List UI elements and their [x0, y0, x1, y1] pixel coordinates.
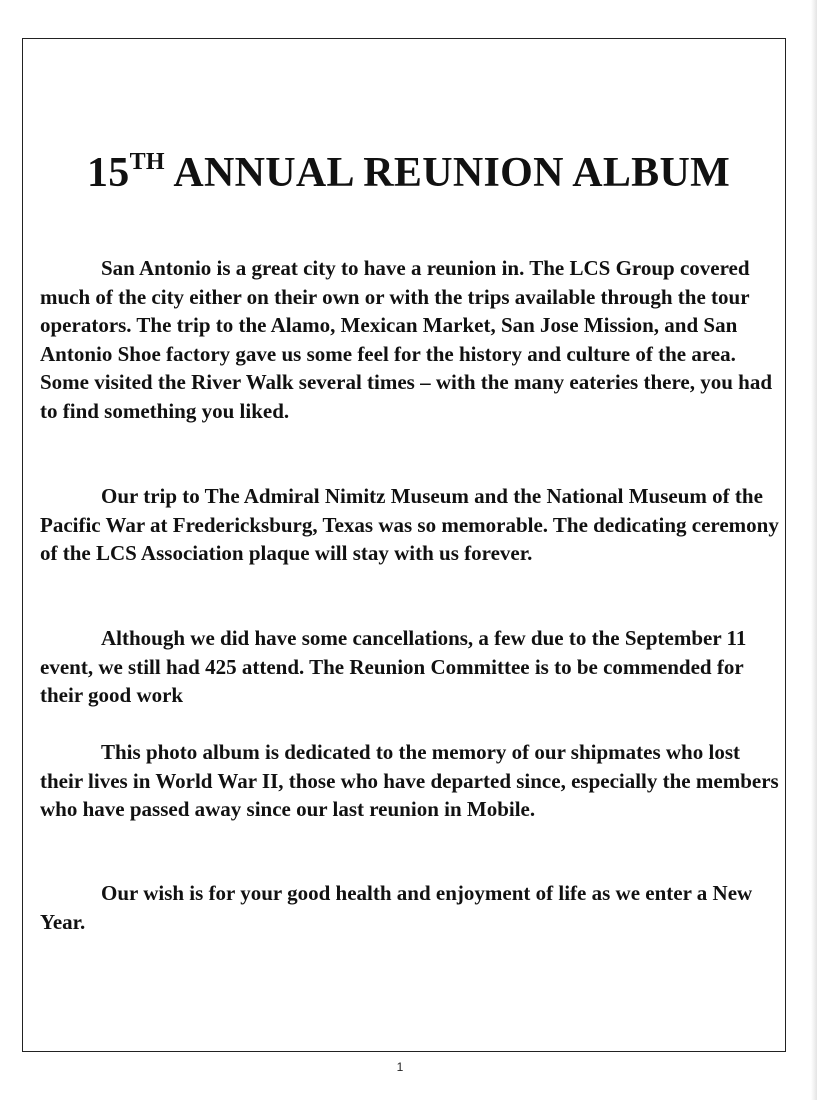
scan-edge-shadow	[811, 0, 817, 1100]
paragraph-attendance	[40, 624, 780, 710]
paragraph-text: San Antonio is a great city to have a reunion in. The LCS Group covered much of the city either on their own or with the trips available through the tour operators. The trip to the Alamo, Mexican Market, San Jose Mission, and San Antonio Shoe factory gave us some feel for the history and culture of the area. Some visited the River Walk several times – with the many eateries there, you had to find something you liked.	[40, 256, 773, 423]
title-number: 15	[86, 150, 130, 196]
paragraph-text: Our wish is for your good health and enjoyment of life as we enter a New Year.	[40, 881, 753, 934]
paragraph-san-antonio	[40, 254, 780, 425]
paragraph-nimitz-museum	[40, 482, 780, 568]
title-text: ANNUAL REUNION ALBUM	[164, 150, 731, 196]
title-ordinal-suffix: TH	[129, 149, 165, 175]
paragraph-dedication	[40, 738, 780, 824]
paragraph-text: This photo album is dedicated to the memory of our shipmates who lost their lives in World War II, those who have departed since, especially the members who have passed away since our last reunion in Mobile.	[40, 740, 779, 821]
page-title	[0, 150, 817, 196]
paragraph-text: Our trip to The Admiral Nimitz Museum and the National Museum of the Pacific War at Fredericksburg, Texas was so memorable. The dedicating ceremony of the LCS Association plaque will stay with us forever.	[40, 484, 779, 565]
paragraph-closing-wish	[40, 879, 780, 936]
paragraph-text: Although we did have some cancellations, a few due to the September 11 event, we still had 425 attend. The Reunion Committee is to be commended for their good work	[40, 626, 747, 707]
page-number: 1	[396, 1060, 404, 1074]
